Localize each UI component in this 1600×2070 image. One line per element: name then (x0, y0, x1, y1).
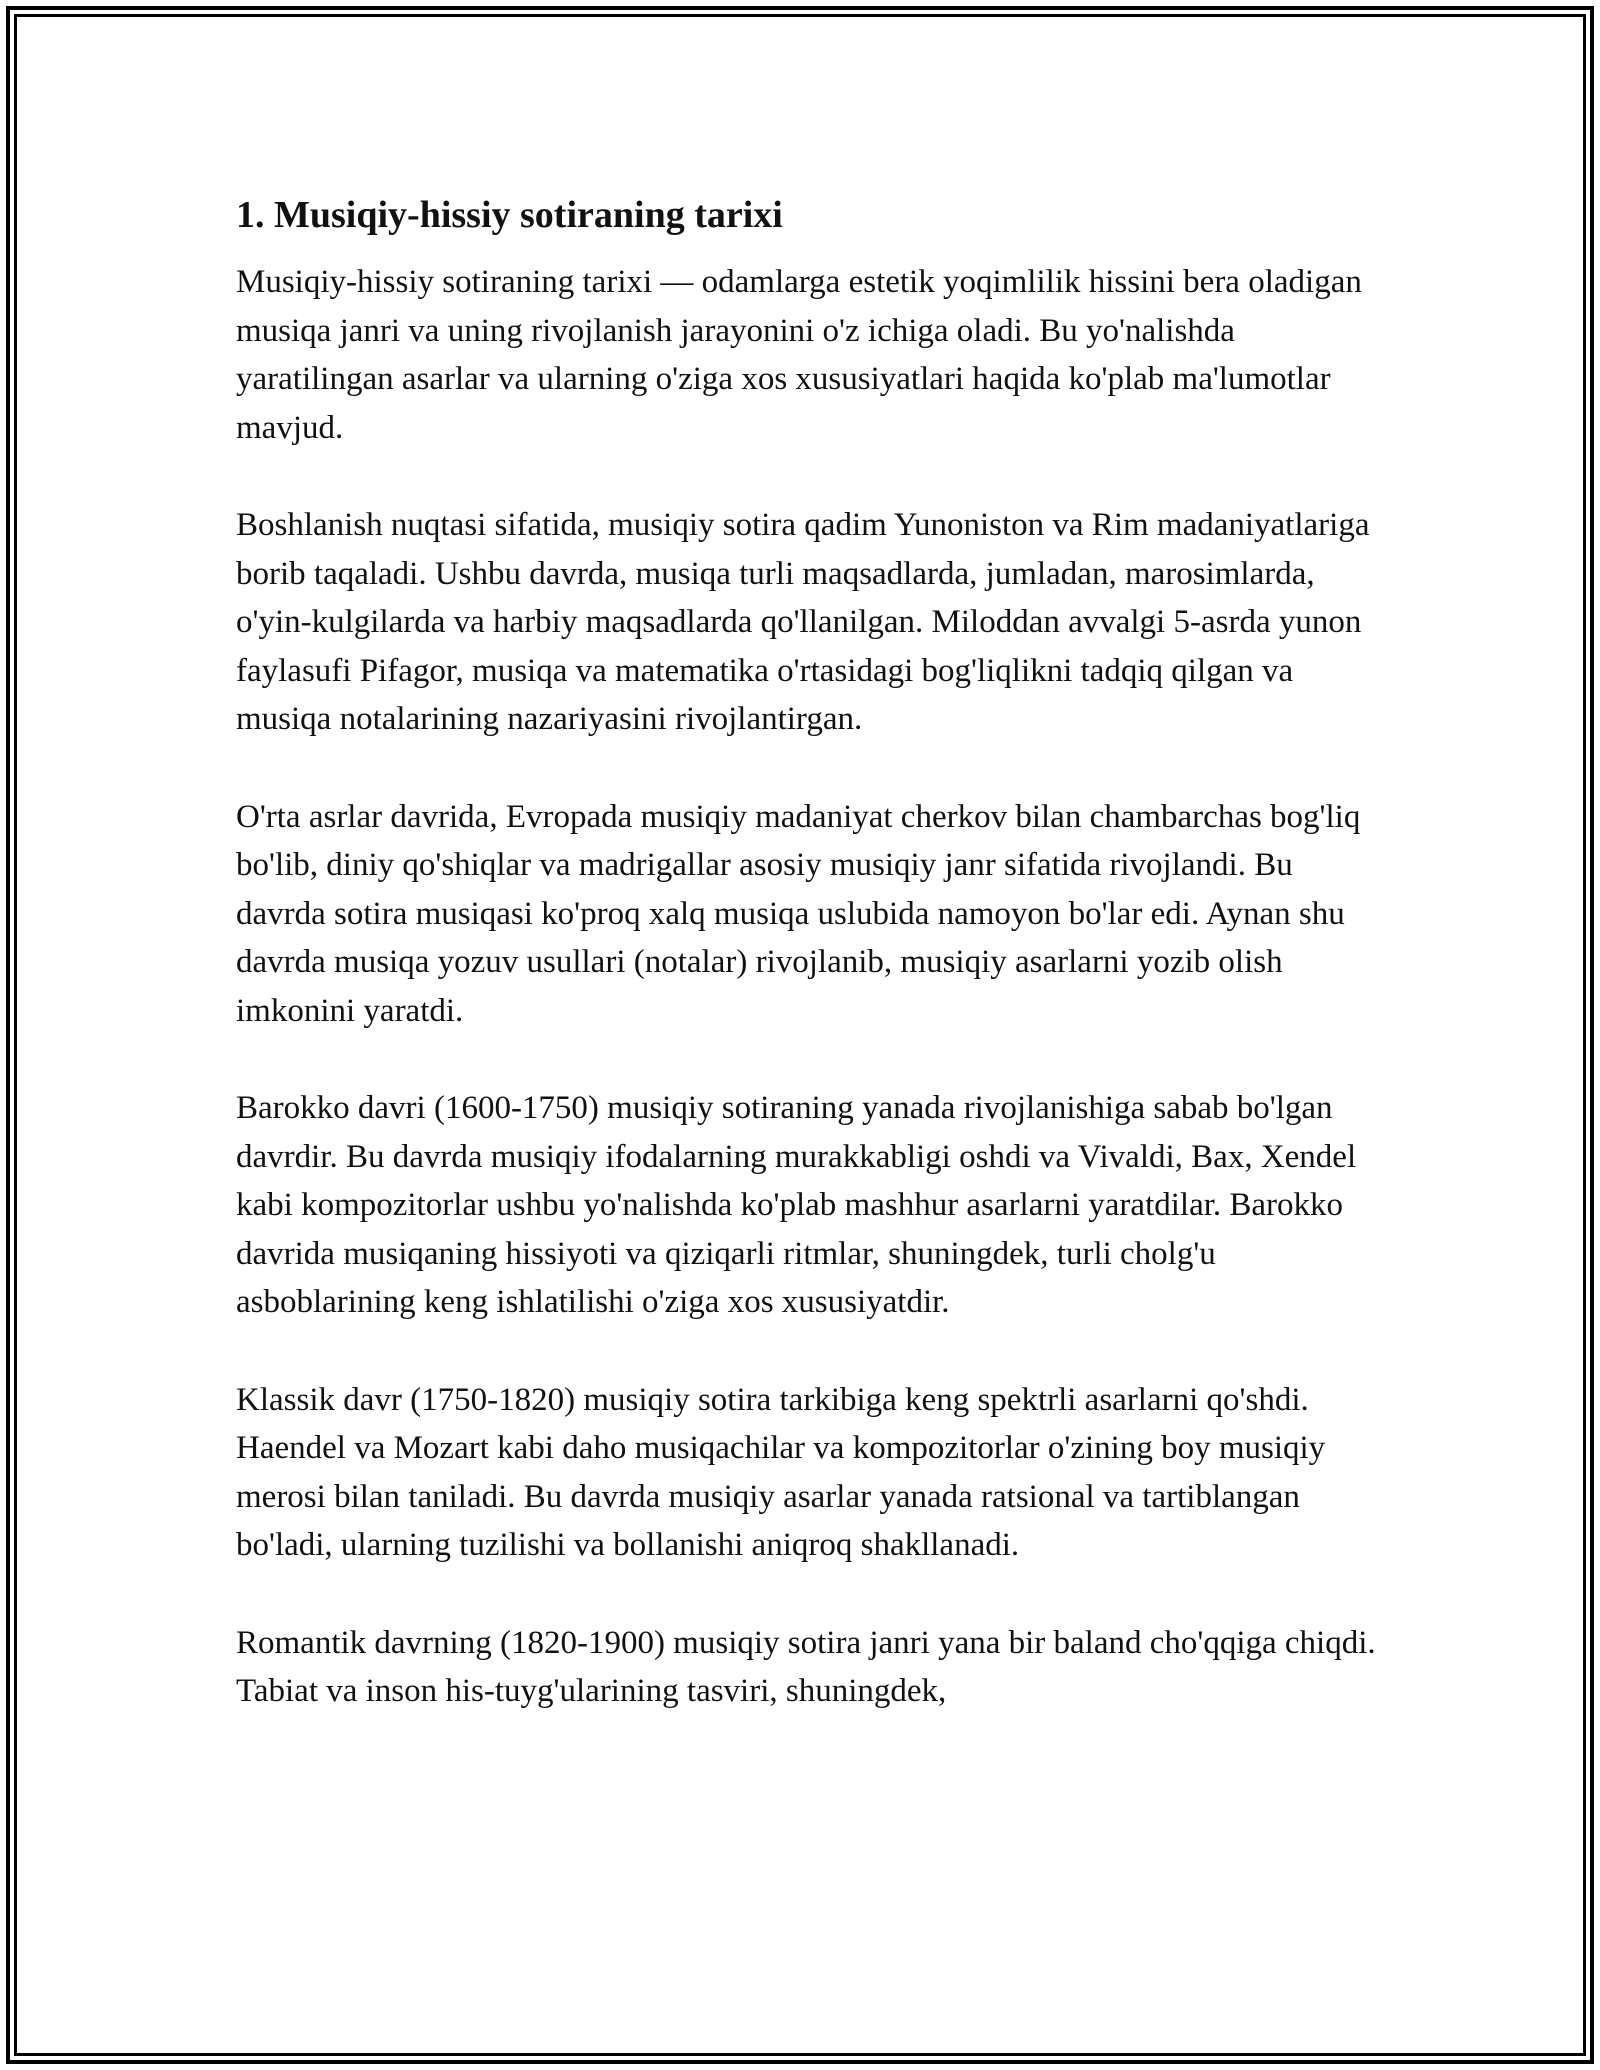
document-body (236, 182, 1376, 1765)
paragraph-middle-ages: O'rta asrlar davrida, Evropada musiqiy madaniyat cherkov bilan chambarchas bog'liq bo'lib, diniy qo'shiqlar va madrigallar asosiy musiqiy janr sifatida rivojlandi. Bu davrda sotira musiqasi ko'proq xalq musiqa uslubida namoyon bo'lar edi. Aynan shu davrda musiqa yozuv usullari (notalar) rivojlanib, musiqiy asarlarni yozib olish imkonini yaratdi. (236, 798, 1361, 1029)
section-heading: 1. Musiqiy-hissiy sotiraning tarixi (236, 194, 783, 236)
paragraph-classical: Klassik davr (1750-1820) musiqiy sotira tarkibiga keng spektrli asarlarni qo'shdi. Haendel va Mozart kabi daho musiqachilar va kompozitorlar o'zining boy musiqiy merosi bilan taniladi. Bu davrda musiqiy asarlar yanada ratsional va tartiblangan bo'ladi, ularning tuzilishi va bollanishi aniqroq shakllanadi. (236, 1381, 1326, 1563)
paragraph-romantic: Romantik davrning (1820-1900) musiqiy sotira janri yana bir baland cho'qqiga chiqdi. Tabiat va inson his-tuyg'ularining tasviri, shuningdek, (236, 1624, 1376, 1709)
paragraph-intro: Musiqiy-hissiy sotiraning tarixi — odamlarga estetik yoqimlilik hissini bera oladigan musiqa janri va uning rivojlanish jarayonini o'z ichiga oladi. Bu yo'nalishda yaratilingan asarlar va ularning o'ziga xos xususiyatlari haqida ko'plab ma'lumotlar mavjud. (236, 264, 1362, 446)
paragraph-baroque: Barokko davri (1600-1750) musiqiy sotiraning yanada rivojlanishiga sabab bo'lgan davrdir. Bu davrda musiqiy ifodalarning murakkabligi oshdi va Vivaldi, Bax, Xendel kabi kompozitorlar ushbu yo'nalishda ko'plab mashhur asarlarni yaratdilar. Barokko davrida musiqaning hissiyoti va qiziqarli ritmlar, shuningdek, turli cholg'u asboblarining keng ishlatilishi o'ziga xos xususiyatdir. (236, 1090, 1357, 1320)
paragraph-antiquity: Boshlanish nuqtasi sifatida, musiqiy sotira qadim Yunoniston va Rim madaniyatlariga borib taqaladi. Ushbu davrda, musiqa turli maqsadlarda, jumladan, marosimlarda, o'yin-kulgilarda va harbiy maqsadlarda qo'llanilgan. Miloddan avvalgi 5-asrda yunon faylasufi Pifagor, musiqa va matematika o'rtasidagi bog'liqlikni tadqiq qilgan va musiqa notalarining nazariyasini rivojlantirgan. (236, 507, 1370, 737)
